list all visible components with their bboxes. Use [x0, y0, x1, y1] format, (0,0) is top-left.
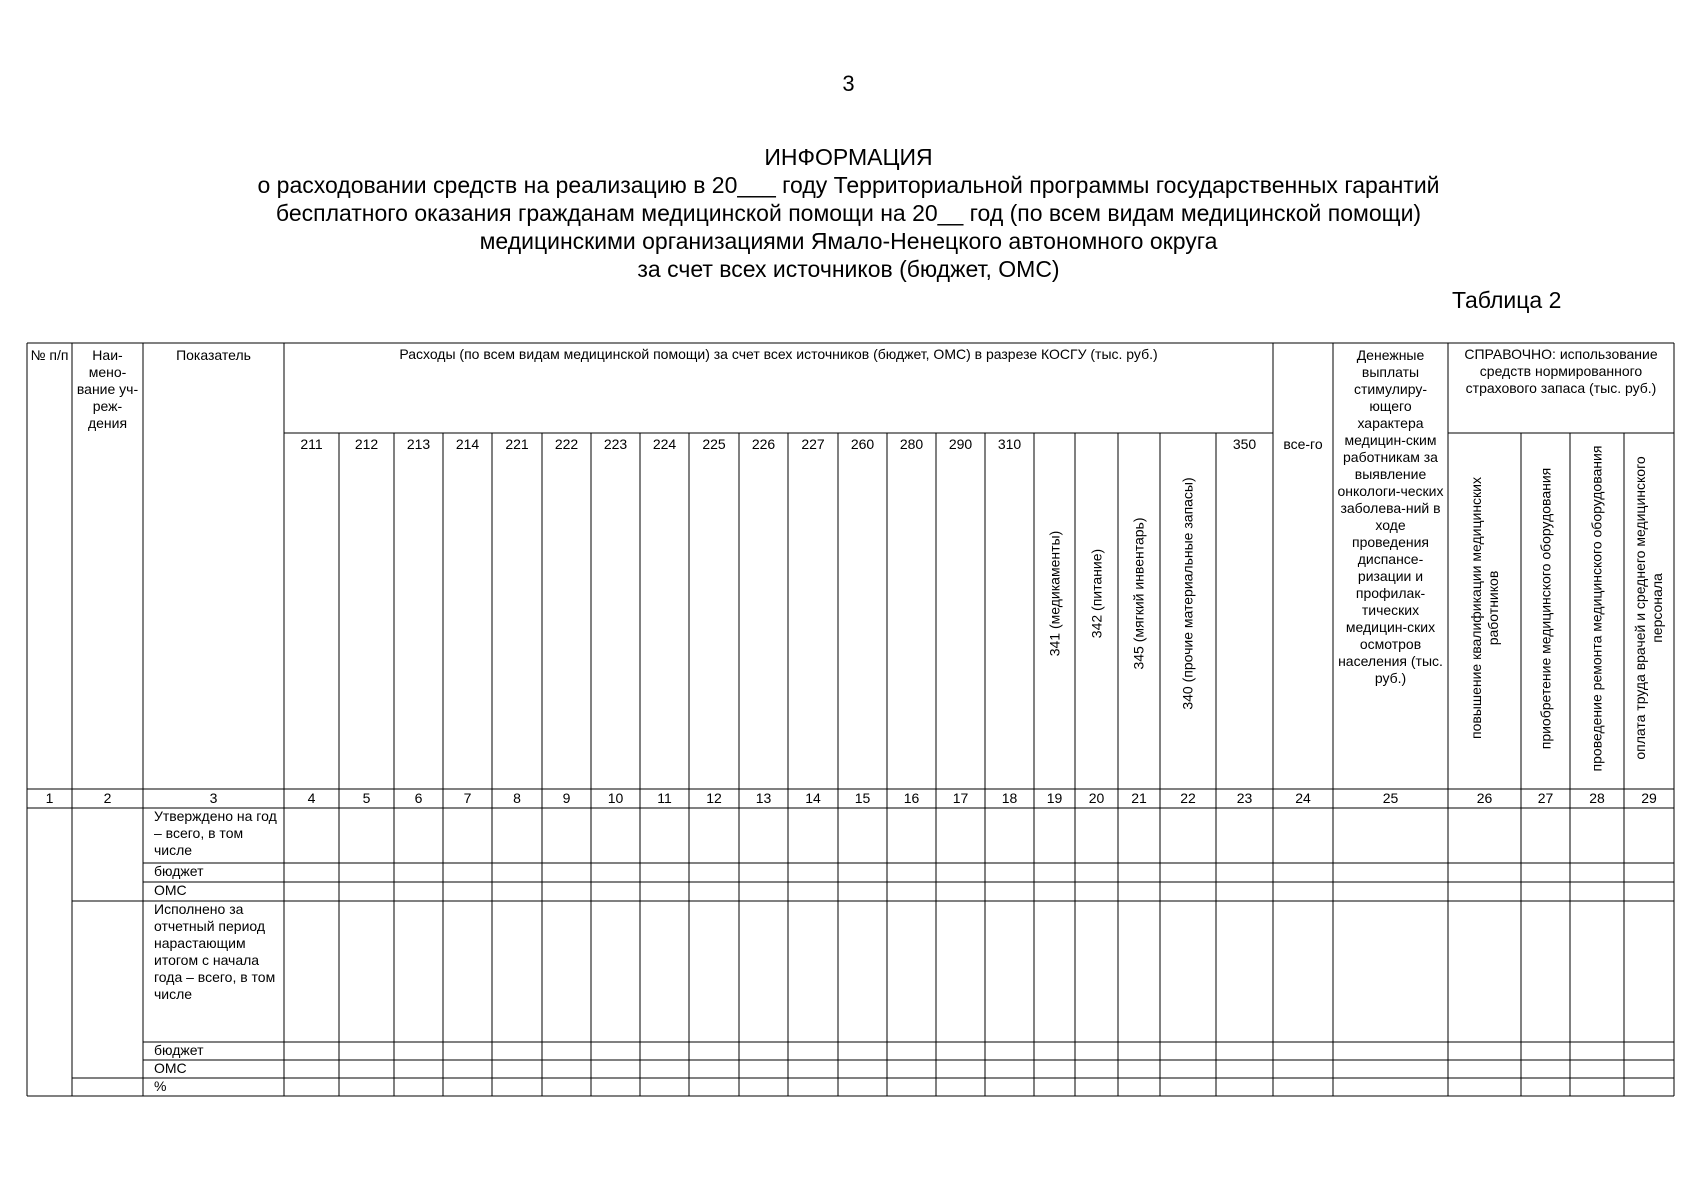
kosgu-code-211: 211: [300, 436, 323, 452]
title-line-2: о расходовании средств на реализацию в 20___ году Территориальной программы государственных гарантий: [257, 172, 1440, 198]
column-number-21: 21: [1131, 790, 1147, 806]
column-number-5: 5: [362, 790, 371, 806]
column-number-27: 27: [1537, 790, 1554, 806]
kosgu-code-223: 223: [603, 436, 628, 452]
column-number-1: 1: [45, 790, 54, 806]
kosgu-code-212: 212: [354, 436, 379, 452]
column-number-14: 14: [805, 790, 821, 806]
kosgu-code-222: 222: [554, 436, 579, 452]
column-number-6: 6: [414, 790, 423, 806]
column-number-12: 12: [706, 790, 722, 806]
kosgu-vertical-3: 345 (мягкий инвентарь): [1130, 517, 1147, 670]
kosgu-code-260: 260: [850, 436, 875, 452]
column-number-29: 29: [1641, 790, 1657, 806]
column-number-15: 15: [854, 790, 871, 806]
column-number-17: 17: [952, 790, 969, 806]
kosgu-code-227: 227: [801, 436, 825, 452]
column-number-9: 9: [562, 790, 571, 806]
table-label: Таблица 2: [1452, 287, 1562, 313]
column-number-19: 19: [1046, 790, 1063, 806]
column-number-22: 22: [1180, 790, 1196, 806]
row-label-7: %: [154, 1078, 167, 1094]
kosgu-vertical-2-cell: [1075, 437, 1118, 749]
column-number-26: 26: [1476, 790, 1493, 806]
column-number-25: 25: [1382, 790, 1399, 806]
kosgu-code-350: 350: [1232, 436, 1257, 452]
reference-vertical-3: проведение ремонта медицинского оборудования: [1588, 445, 1605, 771]
column-number-7: 7: [463, 790, 472, 806]
col-name-header: Наи-мено-вание уч-реж-дения: [76, 347, 139, 431]
title-line-1: ИНФОРМАЦИЯ: [764, 144, 933, 170]
reference-vertical-4: оплата труда врачей и среднего медицинского персонала: [1632, 456, 1665, 760]
kosgu-vertical-2: 342 (питание): [1088, 548, 1104, 638]
kosgu-code-213: 213: [406, 436, 431, 452]
row-label-5: бюджет: [154, 1042, 204, 1058]
column-number-8: 8: [513, 790, 521, 806]
column-number-24: 24: [1295, 790, 1311, 806]
row-label-6: ОМС: [154, 1060, 187, 1076]
reference-vertical-1: повышение квалификации медицинских работников: [1467, 477, 1501, 740]
title-line-5: за счет всех источников (бюджет, ОМС): [637, 256, 1060, 282]
col-num-header: № п/п: [30, 347, 69, 363]
kosgu-code-226: 226: [751, 436, 776, 452]
column-number-3: 3: [209, 790, 218, 806]
column-number-18: 18: [1001, 790, 1018, 806]
row-label-3: ОМС: [154, 882, 187, 898]
kosgu-code-221: 221: [505, 436, 529, 452]
column-number-11: 11: [657, 790, 672, 806]
kosgu-code-214: 214: [455, 436, 480, 452]
col-indicator-header: Показатель: [176, 347, 251, 363]
row-label-2: бюджет: [154, 863, 204, 879]
row-label-1: Утверждено на год – всего, в том числе: [154, 808, 277, 858]
kosgu-code-224: 224: [652, 436, 677, 452]
reference-vertical-1-cell: [1448, 437, 1521, 779]
kosgu-code-290: 290: [948, 436, 973, 452]
kosgu-vertical-1: 341 (медикаменты): [1046, 530, 1062, 656]
column-number-10: 10: [607, 790, 624, 806]
column-number-20: 20: [1088, 790, 1105, 806]
page-number: 3: [842, 71, 855, 96]
kosgu-vertical-4-cell: [1160, 437, 1216, 749]
reference-group-header: СПРАВОЧНО: использование средств нормированного страхового запаса (тыс. руб.): [1464, 346, 1658, 396]
column-number-23: 23: [1236, 790, 1253, 806]
kosgu-code-225: 225: [702, 436, 726, 452]
row-label-4: Исполнено за отчетный период нарастающим итогом с начала года – всего, в том числе: [154, 901, 276, 1002]
kosgu-code-310: 310: [997, 436, 1022, 452]
column-number-16: 16: [903, 790, 920, 806]
kosgu-vertical-1-cell: [1034, 437, 1075, 749]
total-header: все-го: [1283, 436, 1323, 452]
reference-vertical-4-cell: [1624, 437, 1674, 779]
reference-vertical-2: приобретение медицинского оборудования: [1537, 467, 1553, 749]
column-number-4: 4: [307, 790, 316, 806]
title-line-4: медицинскими организациями Ямало-Ненецкого автономного округа: [479, 228, 1218, 254]
expenses-group-header: Расходы (по всем видам медицинской помощи) за счет всех источников (бюджет, ОМС) в разрезе КОСГУ (тыс. руб.): [399, 346, 1158, 362]
column-number-13: 13: [755, 790, 772, 806]
reference-vertical-3-cell: [1570, 437, 1624, 779]
kosgu-code-280: 280: [899, 436, 924, 452]
kosgu-vertical-3-cell: [1118, 437, 1160, 749]
payments-header: Денежные выплаты стимулиру-ющего характера медицин-ским работникам за выявление онкологи-ческих заболева-ний в ходе проведения диспансе-ризации и профилак-тических медицин-ских осмотров населения (тыс. руб.): [1337, 347, 1444, 686]
kosgu-vertical-4: 340 (прочие материальные запасы): [1179, 476, 1196, 710]
reference-vertical-2-cell: [1521, 437, 1570, 779]
column-number-2: 2: [103, 790, 112, 806]
column-number-28: 28: [1589, 790, 1605, 806]
title-line-3: бесплатного оказания гражданам медицинской помощи на 20__ год (по всем видам медицинской помощи): [275, 200, 1422, 226]
